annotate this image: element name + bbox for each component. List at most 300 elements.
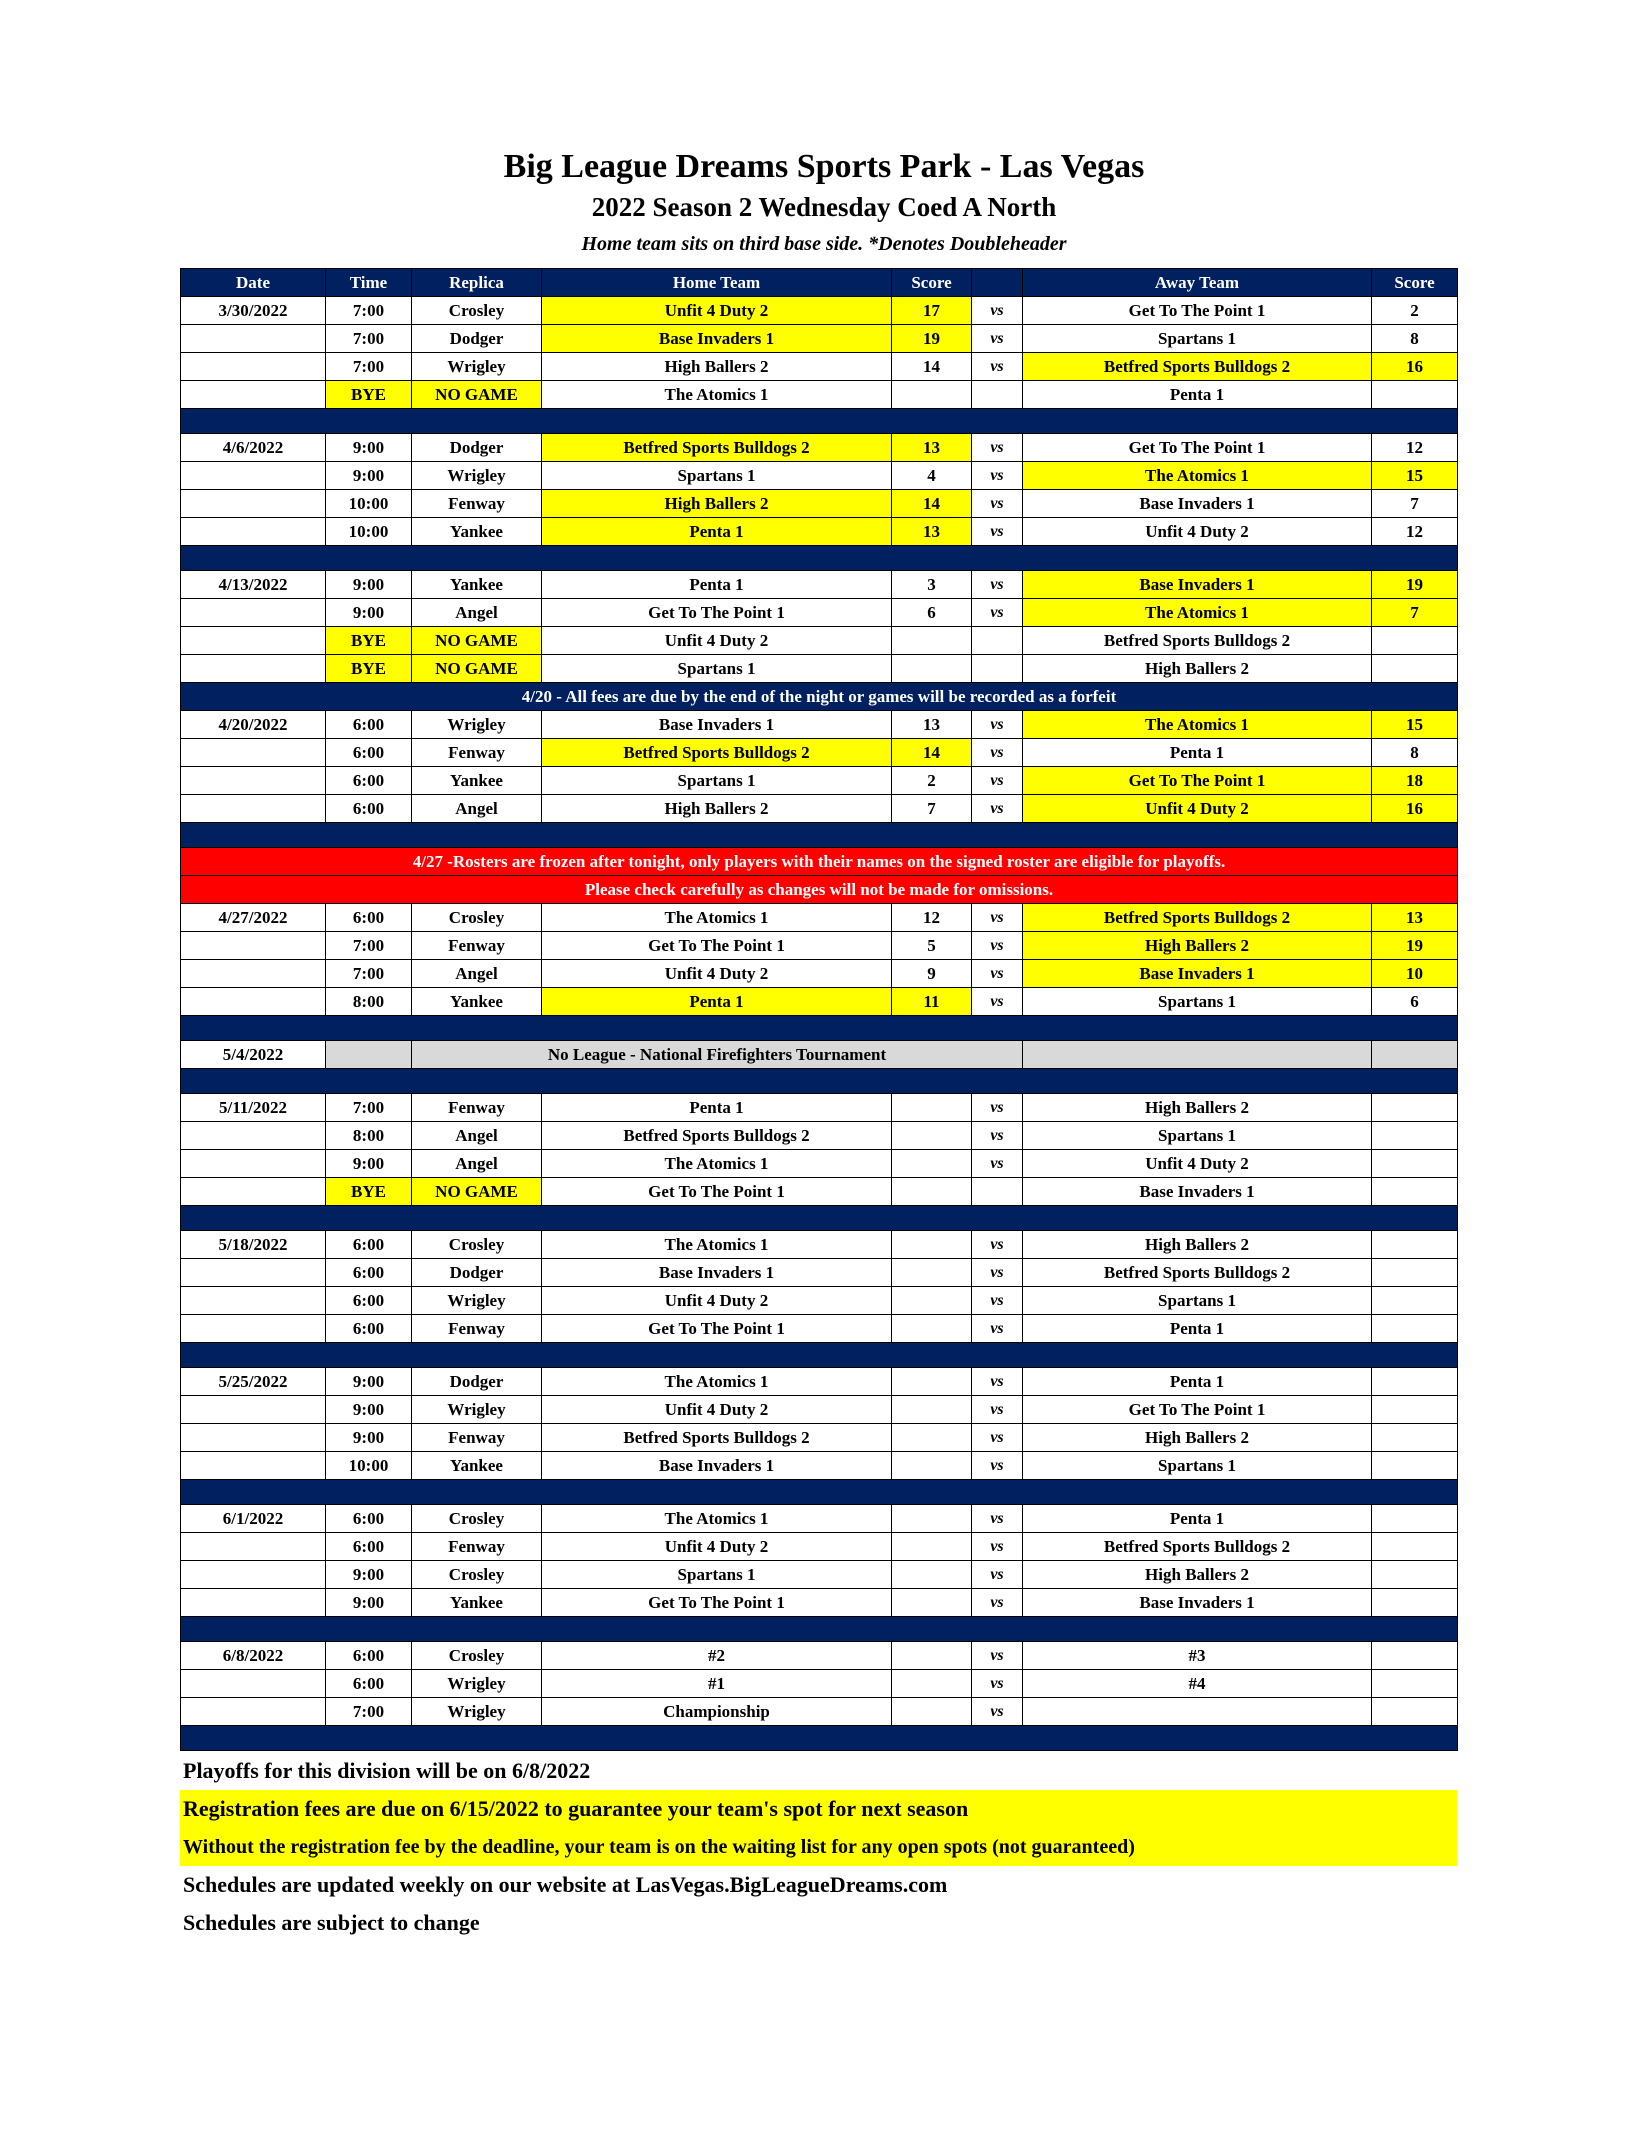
date-cell (181, 599, 326, 627)
date-cell (181, 1178, 326, 1206)
vs-cell: vs (972, 1094, 1023, 1122)
home-team-cell: The Atomics 1 (542, 1505, 892, 1533)
game-row (181, 518, 1458, 546)
home-score-cell (892, 381, 972, 409)
away-team-cell: Get To The Point 1 (1023, 767, 1372, 795)
away-team-cell: Penta 1 (1023, 1368, 1372, 1396)
date-cell: 6/8/2022 (181, 1642, 326, 1670)
date-cell (181, 325, 326, 353)
vs-cell: vs (972, 988, 1023, 1016)
website-note: Schedules are updated weekly on our website at LasVegas.BigLeagueDreams.com (183, 1872, 948, 1897)
date-cell (181, 655, 326, 683)
away-score-cell (1372, 1698, 1458, 1726)
red-banner-row (181, 848, 1458, 876)
away-team-cell: Betfred Sports Bulldogs 2 (1023, 904, 1372, 932)
home-team-cell: Base Invaders 1 (542, 1452, 892, 1480)
tournament-row (181, 1041, 1458, 1069)
away-team-cell: Base Invaders 1 (1023, 960, 1372, 988)
away-team-cell: #3 (1023, 1642, 1372, 1670)
date-cell (181, 1259, 326, 1287)
vs-cell: vs (972, 1122, 1023, 1150)
date-cell (181, 1698, 326, 1726)
banner-text: Please check carefully as changes will not be made for omissions. (181, 876, 1458, 904)
away-team-cell: Spartans 1 (1023, 1287, 1372, 1315)
vs-cell: vs (972, 297, 1023, 325)
replica-cell: Yankee (412, 1452, 542, 1480)
red-banner-row (181, 876, 1458, 904)
away-score-cell (1372, 381, 1458, 409)
vs-cell: vs (972, 1315, 1023, 1343)
away-score-cell: 19 (1372, 571, 1458, 599)
away-score-cell (1372, 1315, 1458, 1343)
home-team-cell: Unfit 4 Duty 2 (542, 297, 892, 325)
date-cell (181, 1589, 326, 1617)
time-cell (326, 1041, 412, 1069)
game-row (181, 1505, 1458, 1533)
game-row (181, 795, 1458, 823)
away-team-cell: Spartans 1 (1023, 988, 1372, 1016)
time-cell: 6:00 (326, 1533, 412, 1561)
date-cell (181, 932, 326, 960)
time-cell: 8:00 (326, 1122, 412, 1150)
game-row (181, 711, 1458, 739)
away-team-cell: #4 (1023, 1670, 1372, 1698)
separator-band (181, 1016, 1458, 1041)
home-team-cell: Get To The Point 1 (542, 599, 892, 627)
home-team-cell: The Atomics 1 (542, 1150, 892, 1178)
home-team-cell: Betfred Sports Bulldogs 2 (542, 1424, 892, 1452)
replica-cell: Yankee (412, 1589, 542, 1617)
replica-cell: Fenway (412, 1315, 542, 1343)
away-score-cell: 7 (1372, 490, 1458, 518)
away-team-cell (1023, 1041, 1372, 1069)
away-score-cell (1372, 1670, 1458, 1698)
home-team-cell: Spartans 1 (542, 655, 892, 683)
game-row (181, 1150, 1458, 1178)
vs-cell: vs (972, 1642, 1023, 1670)
home-team-cell: Unfit 4 Duty 2 (542, 627, 892, 655)
date-cell (181, 353, 326, 381)
away-score-cell (1372, 1368, 1458, 1396)
game-row (181, 1315, 1458, 1343)
home-score-cell: 11 (892, 988, 972, 1016)
replica-cell: Crosley (412, 1642, 542, 1670)
replica-cell: Angel (412, 795, 542, 823)
home-team-cell: #2 (542, 1642, 892, 1670)
game-row (181, 490, 1458, 518)
separator-row (181, 1726, 1458, 1751)
home-score-cell (892, 1178, 972, 1206)
date-cell (181, 1315, 326, 1343)
replica-cell: Fenway (412, 1533, 542, 1561)
replica-cell: Crosley (412, 904, 542, 932)
banner-text: 4/20 - All fees are due by the end of the night or games will be recorded as a forfeit (181, 683, 1458, 711)
vs-cell: vs (972, 1589, 1023, 1617)
date-cell: 5/18/2022 (181, 1231, 326, 1259)
away-score-cell (1372, 1396, 1458, 1424)
replica-cell: Crosley (412, 297, 542, 325)
away-score-cell: 18 (1372, 767, 1458, 795)
date-cell: 4/20/2022 (181, 711, 326, 739)
date-cell (181, 518, 326, 546)
time-cell: 6:00 (326, 1259, 412, 1287)
away-team-cell: High Ballers 2 (1023, 1424, 1372, 1452)
home-team-cell: Unfit 4 Duty 2 (542, 1287, 892, 1315)
date-cell: 3/30/2022 (181, 297, 326, 325)
home-team-cell: Penta 1 (542, 988, 892, 1016)
page-header (0, 0, 1648, 256)
replica-cell: Fenway (412, 739, 542, 767)
separator-row (181, 1206, 1458, 1231)
waiting-list-note: Without the registration fee by the deadline, your team is on the waiting list for any open spots (not guaranteed) (180, 1828, 1457, 1866)
vs-cell: vs (972, 795, 1023, 823)
time-cell: 6:00 (326, 1287, 412, 1315)
home-team-cell: Spartans 1 (542, 767, 892, 795)
navy-banner-row (181, 683, 1458, 711)
away-team-cell: The Atomics 1 (1023, 462, 1372, 490)
game-row (181, 325, 1458, 353)
time-cell: 7:00 (326, 353, 412, 381)
bye-label-cell: BYE (326, 1178, 412, 1206)
home-team-note: Home team sits on third base side. *Denotes Doubleheader (581, 233, 1067, 255)
away-team-cell: The Atomics 1 (1023, 711, 1372, 739)
home-score-cell: 4 (892, 462, 972, 490)
home-team-cell: High Ballers 2 (542, 795, 892, 823)
home-score-cell: 14 (892, 353, 972, 381)
away-score-cell (1372, 1150, 1458, 1178)
separator-row (181, 823, 1458, 848)
vs-cell (972, 1178, 1023, 1206)
time-cell: 8:00 (326, 988, 412, 1016)
away-score-cell: 19 (1372, 932, 1458, 960)
date-cell: 4/13/2022 (181, 571, 326, 599)
home-team-cell: Penta 1 (542, 1094, 892, 1122)
away-team-cell: Penta 1 (1023, 1315, 1372, 1343)
time-cell: 7:00 (326, 960, 412, 988)
home-team-cell: Base Invaders 1 (542, 325, 892, 353)
date-cell (181, 381, 326, 409)
time-cell: 7:00 (326, 1698, 412, 1726)
home-score-cell (892, 1589, 972, 1617)
away-score-cell: 8 (1372, 739, 1458, 767)
separator-row (181, 1480, 1458, 1505)
home-score-cell (892, 1315, 972, 1343)
vs-cell: vs (972, 739, 1023, 767)
replica-cell: Wrigley (412, 1396, 542, 1424)
date-cell: 5/4/2022 (181, 1041, 326, 1069)
away-score-cell: 15 (1372, 462, 1458, 490)
away-score-cell: 15 (1372, 711, 1458, 739)
away-score-cell (1372, 1231, 1458, 1259)
away-team-cell: Betfred Sports Bulldogs 2 (1023, 1259, 1372, 1287)
replica-cell: Angel (412, 960, 542, 988)
away-score-cell (1372, 1642, 1458, 1670)
home-score-cell (892, 655, 972, 683)
time-cell: 10:00 (326, 1452, 412, 1480)
time-cell: 9:00 (326, 1424, 412, 1452)
home-score-cell: 19 (892, 325, 972, 353)
vs-cell: vs (972, 1533, 1023, 1561)
home-team-cell: High Ballers 2 (542, 490, 892, 518)
away-team-cell: Base Invaders 1 (1023, 1589, 1372, 1617)
replica-cell: Wrigley (412, 1670, 542, 1698)
home-score-cell (892, 1698, 972, 1726)
away-team-cell (1023, 1698, 1372, 1726)
away-team-cell: Unfit 4 Duty 2 (1023, 1150, 1372, 1178)
away-team-cell: Unfit 4 Duty 2 (1023, 518, 1372, 546)
vs-cell: vs (972, 1424, 1023, 1452)
column-header-away-score: Score (1372, 269, 1458, 297)
home-score-cell (892, 1452, 972, 1480)
separator-band (181, 1069, 1458, 1094)
home-score-cell: 6 (892, 599, 972, 627)
vs-cell: vs (972, 904, 1023, 932)
no-game-label-cell: NO GAME (412, 1178, 542, 1206)
time-cell: 6:00 (326, 1670, 412, 1698)
away-team-cell: Get To The Point 1 (1023, 434, 1372, 462)
game-row (181, 1259, 1458, 1287)
away-team-cell: Get To The Point 1 (1023, 297, 1372, 325)
away-score-cell (1372, 1505, 1458, 1533)
separator-row (181, 1016, 1458, 1041)
date-cell (181, 1396, 326, 1424)
home-score-cell (892, 1150, 972, 1178)
replica-cell: Crosley (412, 1561, 542, 1589)
home-score-cell (892, 1396, 972, 1424)
time-cell: 7:00 (326, 297, 412, 325)
away-score-cell: 16 (1372, 795, 1458, 823)
date-cell (181, 988, 326, 1016)
game-row (181, 1122, 1458, 1150)
vs-cell: vs (972, 1698, 1023, 1726)
away-team-cell: Unfit 4 Duty 2 (1023, 795, 1372, 823)
date-cell (181, 1122, 326, 1150)
away-score-cell (1372, 627, 1458, 655)
away-score-cell (1372, 1287, 1458, 1315)
home-team-cell: Spartans 1 (542, 1561, 892, 1589)
date-cell: 4/6/2022 (181, 434, 326, 462)
home-team-cell: Betfred Sports Bulldogs 2 (542, 1122, 892, 1150)
away-team-cell: Spartans 1 (1023, 1122, 1372, 1150)
home-team-cell: The Atomics 1 (542, 381, 892, 409)
home-team-cell: Base Invaders 1 (542, 1259, 892, 1287)
bye-row (181, 655, 1458, 683)
time-cell: 6:00 (326, 739, 412, 767)
away-team-cell: Penta 1 (1023, 381, 1372, 409)
date-cell: 4/27/2022 (181, 904, 326, 932)
time-cell: 6:00 (326, 795, 412, 823)
time-cell: 6:00 (326, 904, 412, 932)
vs-cell: vs (972, 1561, 1023, 1589)
time-cell: 10:00 (326, 518, 412, 546)
away-team-cell: Penta 1 (1023, 1505, 1372, 1533)
banner-text: 4/27 -Rosters are frozen after tonight, only players with their names on the signed roster are eligible for playoffs. (181, 848, 1458, 876)
game-row (181, 1094, 1458, 1122)
home-team-cell: Unfit 4 Duty 2 (542, 960, 892, 988)
away-team-cell: Base Invaders 1 (1023, 490, 1372, 518)
column-header-home-team: Home Team (542, 269, 892, 297)
separator-row (181, 546, 1458, 571)
replica-cell: Wrigley (412, 1698, 542, 1726)
date-cell (181, 1452, 326, 1480)
time-cell: 6:00 (326, 1505, 412, 1533)
away-team-cell: Spartans 1 (1023, 325, 1372, 353)
vs-cell: vs (972, 518, 1023, 546)
tournament-text: No League - National Firefighters Tournament (412, 1041, 1023, 1069)
replica-cell: Angel (412, 1150, 542, 1178)
no-game-label-cell: NO GAME (412, 655, 542, 683)
home-score-cell (892, 1287, 972, 1315)
game-row (181, 904, 1458, 932)
game-row (181, 1642, 1458, 1670)
bye-row (181, 381, 1458, 409)
game-row (181, 462, 1458, 490)
away-team-cell: Betfred Sports Bulldogs 2 (1023, 353, 1372, 381)
time-cell: 6:00 (326, 711, 412, 739)
away-score-cell (1372, 1452, 1458, 1480)
away-team-cell: High Ballers 2 (1023, 1231, 1372, 1259)
away-score-cell: 16 (1372, 353, 1458, 381)
game-row (181, 297, 1458, 325)
page-footer (180, 1752, 1457, 1942)
separator-band (181, 409, 1458, 434)
schedule-table-body (181, 297, 1458, 1751)
schedule-table (180, 268, 1458, 1751)
time-cell: 7:00 (326, 325, 412, 353)
vs-cell: vs (972, 767, 1023, 795)
away-score-cell (1372, 1589, 1458, 1617)
game-row (181, 1561, 1458, 1589)
column-header-date: Date (181, 269, 326, 297)
away-team-cell: High Ballers 2 (1023, 655, 1372, 683)
game-row (181, 1424, 1458, 1452)
home-score-cell: 12 (892, 904, 972, 932)
away-score-cell (1372, 1178, 1458, 1206)
away-score-cell: 8 (1372, 325, 1458, 353)
date-cell (181, 462, 326, 490)
game-row (181, 1452, 1458, 1480)
home-team-cell: Get To The Point 1 (542, 1315, 892, 1343)
game-row (181, 1670, 1458, 1698)
away-score-cell (1372, 1533, 1458, 1561)
away-score-cell (1372, 1094, 1458, 1122)
vs-cell: vs (972, 490, 1023, 518)
home-score-cell: 13 (892, 434, 972, 462)
time-cell: 6:00 (326, 1315, 412, 1343)
home-score-cell (892, 1505, 972, 1533)
away-team-cell: High Ballers 2 (1023, 1094, 1372, 1122)
time-cell: 9:00 (326, 1589, 412, 1617)
game-row (181, 1368, 1458, 1396)
home-team-cell: Unfit 4 Duty 2 (542, 1396, 892, 1424)
home-score-cell (892, 1642, 972, 1670)
separator-band (181, 1617, 1458, 1642)
date-cell (181, 1150, 326, 1178)
date-cell (181, 1287, 326, 1315)
replica-cell: Yankee (412, 767, 542, 795)
game-row (181, 434, 1458, 462)
home-score-cell: 3 (892, 571, 972, 599)
column-header-replica: Replica (412, 269, 542, 297)
date-cell (181, 1670, 326, 1698)
column-header-away-team: Away Team (1023, 269, 1372, 297)
vs-cell: vs (972, 571, 1023, 599)
away-team-cell: Get To The Point 1 (1023, 1396, 1372, 1424)
away-team-cell: Betfred Sports Bulldogs 2 (1023, 627, 1372, 655)
away-team-cell: Base Invaders 1 (1023, 1178, 1372, 1206)
time-cell: 9:00 (326, 599, 412, 627)
time-cell: 9:00 (326, 571, 412, 599)
date-cell (181, 627, 326, 655)
vs-cell: vs (972, 1259, 1023, 1287)
vs-cell: vs (972, 462, 1023, 490)
bye-row (181, 627, 1458, 655)
date-cell (181, 739, 326, 767)
home-score-cell: 14 (892, 490, 972, 518)
registration-fee-note: Registration fees are due on 6/15/2022 to guarantee your team's spot for next season (180, 1790, 1457, 1828)
home-team-cell: The Atomics 1 (542, 1368, 892, 1396)
no-game-label-cell: NO GAME (412, 627, 542, 655)
replica-cell: Dodger (412, 434, 542, 462)
replica-cell: Dodger (412, 1368, 542, 1396)
vs-cell (972, 381, 1023, 409)
game-row (181, 1533, 1458, 1561)
vs-cell: vs (972, 434, 1023, 462)
home-score-cell: 9 (892, 960, 972, 988)
game-row (181, 1287, 1458, 1315)
date-cell: 5/11/2022 (181, 1094, 326, 1122)
vs-cell: vs (972, 711, 1023, 739)
replica-cell: Wrigley (412, 462, 542, 490)
away-team-cell: Base Invaders 1 (1023, 571, 1372, 599)
home-team-cell: Base Invaders 1 (542, 711, 892, 739)
bye-label-cell: BYE (326, 655, 412, 683)
time-cell: 9:00 (326, 1368, 412, 1396)
time-cell: 7:00 (326, 932, 412, 960)
bye-label-cell: BYE (326, 381, 412, 409)
away-score-cell: 12 (1372, 434, 1458, 462)
away-score-cell (1372, 1041, 1458, 1069)
separator-row (181, 1069, 1458, 1094)
playoffs-note: Playoffs for this division will be on 6/8/2022 (183, 1758, 591, 1783)
column-header-vs (972, 269, 1023, 297)
time-cell: 6:00 (326, 1231, 412, 1259)
away-score-cell: 2 (1372, 297, 1458, 325)
home-score-cell: 13 (892, 518, 972, 546)
away-score-cell (1372, 1122, 1458, 1150)
date-cell (181, 767, 326, 795)
home-score-cell: 14 (892, 739, 972, 767)
home-team-cell: The Atomics 1 (542, 904, 892, 932)
date-cell (181, 1533, 326, 1561)
vs-cell: vs (972, 1505, 1023, 1533)
away-team-cell: High Ballers 2 (1023, 1561, 1372, 1589)
time-cell: 6:00 (326, 1642, 412, 1670)
home-score-cell (892, 1094, 972, 1122)
home-team-cell: Penta 1 (542, 518, 892, 546)
vs-cell: vs (972, 1396, 1023, 1424)
home-team-cell: Spartans 1 (542, 462, 892, 490)
subject-to-change-note: Schedules are subject to change (183, 1910, 480, 1935)
home-team-cell: Betfred Sports Bulldogs 2 (542, 434, 892, 462)
home-team-cell: Get To The Point 1 (542, 1589, 892, 1617)
column-header-home-score: Score (892, 269, 972, 297)
game-row (181, 1698, 1458, 1726)
bye-label-cell: BYE (326, 627, 412, 655)
replica-cell: Angel (412, 599, 542, 627)
game-row (181, 932, 1458, 960)
away-score-cell: 12 (1372, 518, 1458, 546)
